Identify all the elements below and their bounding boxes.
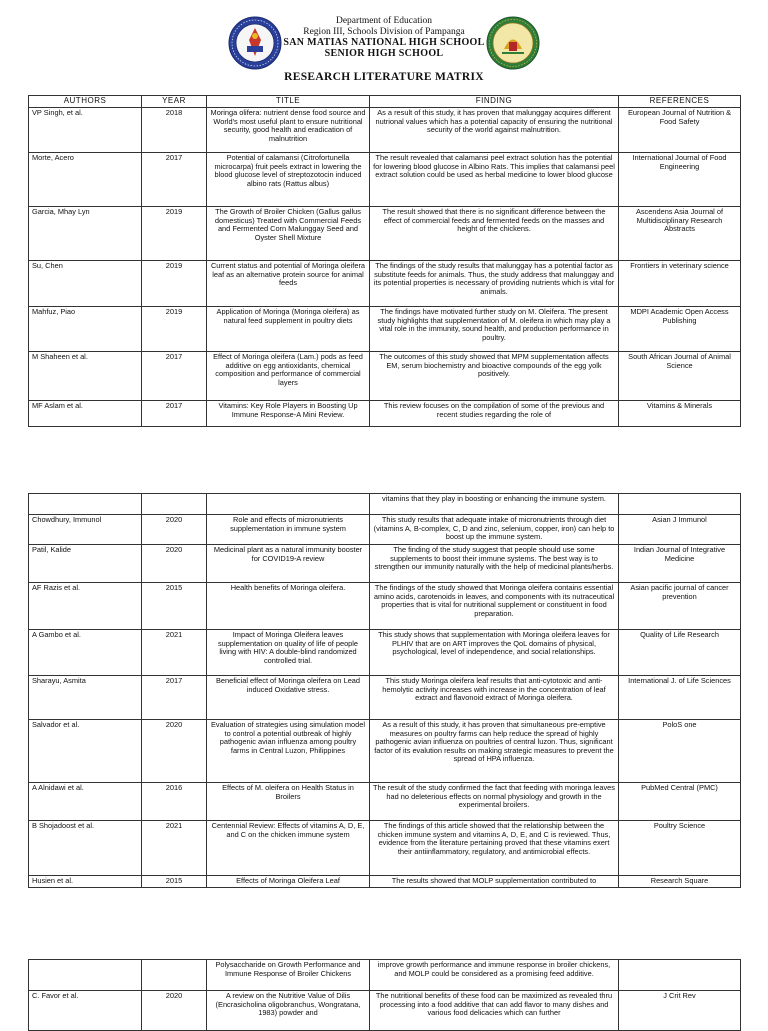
cell-year: 2017 bbox=[142, 401, 207, 427]
cell-title: Role and effects of micronutrients supplementation in immune system bbox=[207, 515, 370, 545]
cell-title: Potential of calamansi (Citrofortunella microcarpa) fruit peels extract in lowering the blood glucose level of streptozotocin induced albino rats (Rattus albus) bbox=[207, 153, 370, 207]
cell-finding: The findings of the study results that malunggay has a potential factor as substitute feeds for animals. Thus, the study address that malunggay and its potential properties is necessary of providing nutrients which is vital for animals. bbox=[370, 261, 619, 307]
cell-year: 2017 bbox=[142, 676, 207, 720]
cell-authors: A Gambo et al. bbox=[29, 630, 142, 676]
cell-year: 2020 bbox=[142, 545, 207, 583]
cell-authors: Salvador et al. bbox=[29, 720, 142, 783]
table-row bbox=[29, 261, 741, 307]
table-header-row bbox=[29, 96, 741, 108]
document-title: RESEARCH LITERATURE MATRIX bbox=[284, 71, 484, 83]
cell-authors bbox=[29, 494, 142, 515]
cell-references: PubMed Central (PMC) bbox=[619, 783, 741, 821]
table-row bbox=[29, 783, 741, 821]
cell-year: 2020 bbox=[142, 720, 207, 783]
cell-year: 2015 bbox=[142, 583, 207, 630]
cell-references: Poultry Science bbox=[619, 821, 741, 876]
cell-title: Health benefits of Moringa oleifera. bbox=[207, 583, 370, 630]
cell-finding: This study results that adequate intake of micronutrients through diet (vitamins A, B-complex, C, D and zinc, selenium, copper, iron) can help to boost up the immune system. bbox=[370, 515, 619, 545]
cell-finding: The finding of the study suggest that people should use some supplements to boost their immune systems. The best way is to strengthen our immunity naturally with the help of medicinal plants/herbs. bbox=[370, 545, 619, 583]
cell-title bbox=[207, 494, 370, 515]
cell-title: Impact of Moringa Oleifera leaves supplementation on quality of life of people living with HIV: A double-blind randomized controlled trial. bbox=[207, 630, 370, 676]
table-row bbox=[29, 515, 741, 545]
cell-finding: The result of the study confirmed the fact that feeding with moringa leaves had no deleterious effects on normal physiology and growth in the experimental broilers. bbox=[370, 783, 619, 821]
cell-year: 2019 bbox=[142, 261, 207, 307]
table-row bbox=[29, 583, 741, 630]
table-row bbox=[29, 207, 741, 261]
table-row bbox=[29, 991, 741, 1031]
literature-matrix-page-2 bbox=[28, 493, 741, 888]
cell-references: J Crit Rev bbox=[619, 991, 741, 1031]
cell-references: Asian J Immunol bbox=[619, 515, 741, 545]
cell-title: Medicinal plant as a natural immunity booster for COVID19-A review bbox=[207, 545, 370, 583]
cell-references: Asian pacific journal of cancer prevention bbox=[619, 583, 741, 630]
cell-authors: Garcia, Mhay Lyn bbox=[29, 207, 142, 261]
cell-title: Effect of Moringa oleifera (Lam.) pods as feed additive on egg antioxidants, chemical composition and performance of commercial layers bbox=[207, 352, 370, 401]
cell-year: 2017 bbox=[142, 352, 207, 401]
table-row bbox=[29, 821, 741, 876]
cell-finding: This review focuses on the compilation of some of the previous and recent studies regarding the role of bbox=[370, 401, 619, 427]
cell-title: Application of Moringa (Moringa oleifera) as natural feed supplement in poultry diets bbox=[207, 307, 370, 352]
cell-year: 2016 bbox=[142, 783, 207, 821]
cell-year: 2018 bbox=[142, 108, 207, 153]
cell-authors: Sharayu, Asmita bbox=[29, 676, 142, 720]
cell-references: European Journal of Nutrition & Food Safety bbox=[619, 108, 741, 153]
cell-finding: The findings of the study showed that Moringa oleifera contains essential amino acids, carotenoids in leaves, and components with its nutraceutical properties that is vital for nutritional supplement or constituent in food preparation. bbox=[370, 583, 619, 630]
cell-title: A review on the Nutritive Value of Dilis (Encrasicholina oligobranchus, Wongratana, 1983) powder and bbox=[207, 991, 370, 1031]
table-row bbox=[29, 720, 741, 783]
cell-finding: The findings of this article showed that the relationship between the chicken immune system and vitamins A, D, E, and C is reviewed. Thus, evidence from the literature pertaining proved that these vitamins exert their antiinflammatory, regulatory, and antimicrobial effects. bbox=[370, 821, 619, 876]
cell-title: Current status and potential of Moringa oleifera leaf as an alternative protein source for animal feeds bbox=[207, 261, 370, 307]
cell-finding: The results showed that MOLP supplementation contributed to bbox=[370, 876, 619, 888]
cell-title: Centennial Review: Effects of vitamins A, D, E, and C on the chicken immune system bbox=[207, 821, 370, 876]
cell-title: Polysaccharide on Growth Performance and Immune Response of Broiler Chickens bbox=[207, 960, 370, 991]
table-row bbox=[29, 545, 741, 583]
cell-year: 2019 bbox=[142, 307, 207, 352]
column-header-finding: FINDING bbox=[370, 96, 619, 108]
cell-title: Moringa olifera: nutrient dense food source and World's most useful plant to ensure nutritional security, good health and eradication of malnutrition bbox=[207, 108, 370, 153]
cell-references: Indian Journal of Integrative Medicine bbox=[619, 545, 741, 583]
cell-finding: This study shows that supplementation with Moringa oleifera leaves for PLHIV that are on ART improves the QoL domains of physical, psychological, level of independence, and social relationships. bbox=[370, 630, 619, 676]
region-division: Region III, Schools Division of Pampanga bbox=[303, 26, 465, 37]
table-row bbox=[29, 108, 741, 153]
cell-finding: improve growth performance and immune response in broiler chickens, and MOLP could be considered as a promising feed additive. bbox=[370, 960, 619, 991]
literature-matrix-page-3 bbox=[28, 959, 741, 1031]
cell-references: Vitamins & Minerals bbox=[619, 401, 741, 427]
department-name: Department of Education bbox=[335, 16, 433, 26]
cell-title: Vitamins: Key Role Players in Boosting Up Immune Response-A Mini Review. bbox=[207, 401, 370, 427]
cell-references bbox=[619, 960, 741, 991]
cell-title: Beneficial effect of Moringa oleifera on Lead induced Oxidative stress. bbox=[207, 676, 370, 720]
cell-year: 2020 bbox=[142, 991, 207, 1031]
table-row bbox=[29, 307, 741, 352]
cell-year: 2015 bbox=[142, 876, 207, 888]
cell-title: Effects of Moringa Oleifera Leaf bbox=[207, 876, 370, 888]
cell-authors: C. Favor et al. bbox=[29, 991, 142, 1031]
cell-authors: M Shaheen et al. bbox=[29, 352, 142, 401]
cell-references: International Journal of Food Engineering bbox=[619, 153, 741, 207]
cell-year bbox=[142, 960, 207, 991]
table-row bbox=[29, 352, 741, 401]
cell-finding: This study Moringa oleifera leaf results that anti-cytotoxic and anti-hemolytic activity increases with increase in the concentration of leaf extract and flavonoid extract of Moringa oleifera. bbox=[370, 676, 619, 720]
cell-references: International J. of Life Sciences bbox=[619, 676, 741, 720]
cell-finding: The nutritional benefits of these food can be maximized as revealed thru processing into a food additive that can add flavor to many dishes and various food delicacies which can further bbox=[370, 991, 619, 1031]
cell-authors: Mahfuz, Piao bbox=[29, 307, 142, 352]
column-header-title: TITLE bbox=[207, 96, 370, 108]
cell-authors: Morte, Acero bbox=[29, 153, 142, 207]
cell-finding: The result revealed that calamansi peel extract solution has the potential for lowering blood glucose in Albino Rats. This implies that calamansi peel extract solution could be used as herbal medicine to lower blood glucose bbox=[370, 153, 619, 207]
cell-year: 2017 bbox=[142, 153, 207, 207]
cell-year bbox=[142, 494, 207, 515]
table-row bbox=[29, 630, 741, 676]
cell-authors: AF Razis et al. bbox=[29, 583, 142, 630]
cell-authors: B Shojadoost et al. bbox=[29, 821, 142, 876]
cell-authors: MF Aslam et al. bbox=[29, 401, 142, 427]
cell-authors: Su, Chen bbox=[29, 261, 142, 307]
cell-title: Evaluation of strategies using simulation model to control a potential outbreak of highly pathogenic avian influenza among poultry farms in Central Luzon, Philippines bbox=[207, 720, 370, 783]
cell-finding: As a result of this study, it has proven that simultaneous pre-emptive measures on poultry farms can help reduce the spread of highly pathogenic avian influenza on poultries of central luzon. Thus, significant factor of its evalution results on making strategic measures to prevent the spread of HPA influenza. bbox=[370, 720, 619, 783]
column-header-authors: AUTHORS bbox=[29, 96, 142, 108]
table-row bbox=[29, 876, 741, 888]
cell-year: 2021 bbox=[142, 821, 207, 876]
cell-references: South African Journal of Animal Science bbox=[619, 352, 741, 401]
cell-title: Effects of M. oleifera on Health Status in Broilers bbox=[207, 783, 370, 821]
table-row bbox=[29, 401, 741, 427]
cell-finding: vitamins that they play in boosting or enhancing the immune system. bbox=[370, 494, 619, 515]
cell-finding: As a result of this study, it has proven that malunggay acquires different nutrional values which has a potential capacity of ensuring the nutritional security of the world against malnutrition. bbox=[370, 108, 619, 153]
table-row bbox=[29, 960, 741, 991]
cell-authors: Patil, Kalide bbox=[29, 545, 142, 583]
cell-year: 2019 bbox=[142, 207, 207, 261]
cell-authors: VP Singh, et al. bbox=[29, 108, 142, 153]
table-row bbox=[29, 153, 741, 207]
school-name: SAN MATIAS NATIONAL HIGH SCHOOL bbox=[283, 37, 485, 48]
cell-year: 2021 bbox=[142, 630, 207, 676]
column-header-year: YEAR bbox=[142, 96, 207, 108]
cell-authors: Husien et al. bbox=[29, 876, 142, 888]
cell-references: MDPI Academic Open Access Publishing bbox=[619, 307, 741, 352]
cell-title: The Growth of Broiler Chicken (Gallus gallus domesticus) Treated with Commercial Feeds and Fermented Corn Malunggay Seed and Oyster Shell Mixture bbox=[207, 207, 370, 261]
cell-references: Ascendens Asia Journal of Multidisciplinary Research Abstracts bbox=[619, 207, 741, 261]
cell-references: PoloS one bbox=[619, 720, 741, 783]
table-row bbox=[29, 676, 741, 720]
cell-finding: The result showed that there is no significant difference between the effect of commercial feeds and fermented feeds on the masses and height of the chickens. bbox=[370, 207, 619, 261]
school-level: SENIOR HIGH SCHOOL bbox=[324, 48, 444, 59]
cell-finding: The outcomes of this study showed that MPM supplementation affects EM, serum biochemistry and bioactive compounds of the egg yolk positively. bbox=[370, 352, 619, 401]
cell-references bbox=[619, 494, 741, 515]
cell-references: Frontiers in veterinary science bbox=[619, 261, 741, 307]
cell-year: 2020 bbox=[142, 515, 207, 545]
cell-authors: A Alnidawi et al. bbox=[29, 783, 142, 821]
literature-matrix-page-1 bbox=[28, 95, 741, 427]
cell-authors: Chowdhury, Immunol bbox=[29, 515, 142, 545]
cell-references: Research Square bbox=[619, 876, 741, 888]
column-header-references: REFERENCES bbox=[619, 96, 741, 108]
table-row bbox=[29, 494, 741, 515]
cell-finding: The findings have motivated further study on M. Oleifera. The present study highlights that supplementation of M. oleifera in which may play a vital role in the immunity, sound health, and production performance in poultry. bbox=[370, 307, 619, 352]
cell-references: Quality of Life Research bbox=[619, 630, 741, 676]
cell-authors bbox=[29, 960, 142, 991]
